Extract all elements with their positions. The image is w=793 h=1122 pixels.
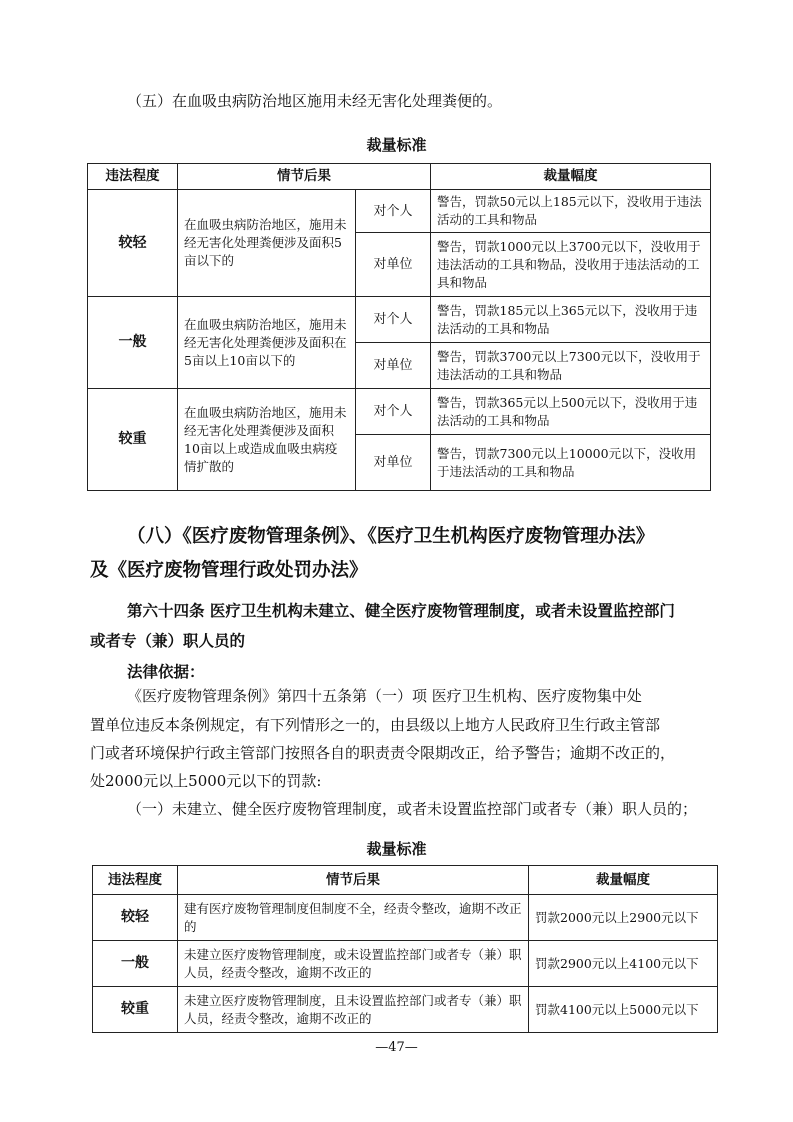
table2-header-circumstance: 情节后果 bbox=[178, 866, 529, 895]
table2-penalty-normal: 罚款2900元以上4100元以下 bbox=[529, 941, 718, 987]
table1-level-severe: 较重 bbox=[88, 389, 178, 491]
table1-target-individual: 对个人 bbox=[356, 389, 431, 435]
table2-level-severe: 较重 bbox=[93, 987, 178, 1033]
table2-penalty-light: 罚款2000元以上2900元以下 bbox=[529, 895, 718, 941]
table2-circumstance-normal: 未建立医疗废物管理制度，或未设置监控部门或者专（兼）职人员，经责令整改，逾期不改正的 bbox=[178, 941, 529, 987]
table2 bbox=[92, 865, 718, 1033]
table1-level-normal: 一般 bbox=[88, 297, 178, 389]
article-title-line2: 或者专（兼）职人员的 bbox=[90, 632, 246, 650]
table1-penalty-unit: 警告，罚款7300元以上10000元以下，没收用于违法活动的工具和物品 bbox=[431, 435, 711, 491]
table-row bbox=[88, 297, 711, 343]
body-line: 处2000元以上5000元以下的罚款: bbox=[90, 772, 322, 790]
table1-penalty-individual: 警告，罚款50元以上185元以下，没收用于违法活动的工具和物品 bbox=[431, 190, 711, 233]
table2-level-normal: 一般 bbox=[93, 941, 178, 987]
table2-caption: 裁量标准 bbox=[366, 840, 427, 858]
table1-header-range: 裁量幅度 bbox=[431, 164, 711, 190]
table-row bbox=[88, 389, 711, 435]
table1 bbox=[87, 163, 711, 491]
table1-header-level: 违法程度 bbox=[88, 164, 178, 190]
section-heading-line2: 及《医疗废物管理行政处罚办法》 bbox=[90, 560, 368, 581]
table1-target-individual: 对个人 bbox=[356, 190, 431, 233]
table1-header-row bbox=[88, 164, 711, 190]
table-row bbox=[88, 190, 711, 233]
table2-header-row bbox=[93, 866, 718, 895]
table2-level-light: 较轻 bbox=[93, 895, 178, 941]
table1-target-unit: 对单位 bbox=[356, 233, 431, 297]
section-heading-line1: （八）《医疗废物管理条例》、《医疗卫生机构医疗废物管理办法》 bbox=[127, 526, 655, 547]
intro-item: （五）在血吸虫病防治地区施用未经无害化处理粪便的。 bbox=[127, 92, 503, 110]
body-line: （一）未建立、健全医疗废物管理制度，或者未设置监控部门或者专（兼）职人员的； bbox=[127, 800, 698, 818]
table1-target-unit: 对单位 bbox=[356, 435, 431, 491]
table1-target-unit: 对单位 bbox=[356, 343, 431, 389]
table1-circumstance-light: 在血吸虫病防治地区，施用未经无害化处理粪便涉及面积5亩以下的 bbox=[178, 190, 356, 297]
table-row bbox=[93, 941, 718, 987]
table2-circumstance-light: 建有医疗废物管理制度但制度不全，经责令整改，逾期不改正的 bbox=[178, 895, 529, 941]
table2-header-level: 违法程度 bbox=[93, 866, 178, 895]
table1-penalty-unit: 警告，罚款1000元以上3700元以下，没收用于违法活动的工具和物品，没收用于违法活动的工具和物品 bbox=[431, 233, 711, 297]
article-title-line1: 第六十四条 医疗卫生机构未建立、健全医疗废物管理制度，或者未设置监控部门 bbox=[127, 602, 675, 620]
body-line: 门或者环境保护行政主管部门按照各自的职责责令限期改正，给予警告；逾期不改正的， bbox=[90, 744, 676, 762]
table1-level-light: 较轻 bbox=[88, 190, 178, 297]
table1-penalty-individual: 警告，罚款185元以上365元以下，没收用于违法活动的工具和物品 bbox=[431, 297, 711, 343]
table2-header-range: 裁量幅度 bbox=[529, 866, 718, 895]
table1-caption: 裁量标准 bbox=[366, 136, 427, 154]
table-row bbox=[93, 895, 718, 941]
table1-penalty-individual: 警告，罚款365元以上500元以下，没收用于违法活动的工具和物品 bbox=[431, 389, 711, 435]
table-row bbox=[93, 987, 718, 1033]
table1-circumstance-normal: 在血吸虫病防治地区，施用未经无害化处理粪便涉及面积在5亩以上10亩以下的 bbox=[178, 297, 356, 389]
page-number: —47— bbox=[375, 1040, 418, 1055]
table2-circumstance-severe: 未建立医疗废物管理制度，且未设置监控部门或者专（兼）职人员，经责令整改，逾期不改正的 bbox=[178, 987, 529, 1033]
table1-penalty-unit: 警告，罚款3700元以上7300元以下，没收用于违法活动的工具和物品 bbox=[431, 343, 711, 389]
table2-penalty-severe: 罚款4100元以上5000元以下 bbox=[529, 987, 718, 1033]
table1-target-individual: 对个人 bbox=[356, 297, 431, 343]
body-line: 《医疗废物管理条例》第四十五条第（一）项 医疗卫生机构、医疗废物集中处 bbox=[127, 687, 642, 705]
table1-circumstance-severe: 在血吸虫病防治地区，施用未经无害化处理粪便涉及面积10亩以上或造成血吸虫病疫情扩散的 bbox=[178, 389, 356, 491]
body-line: 置单位违反本条例规定，有下列情形之一的，由县级以上地方人民政府卫生行政主管部 bbox=[90, 716, 661, 734]
table1-header-circumstance: 情节后果 bbox=[178, 164, 431, 190]
legal-basis-label: 法律依据： bbox=[127, 663, 205, 681]
